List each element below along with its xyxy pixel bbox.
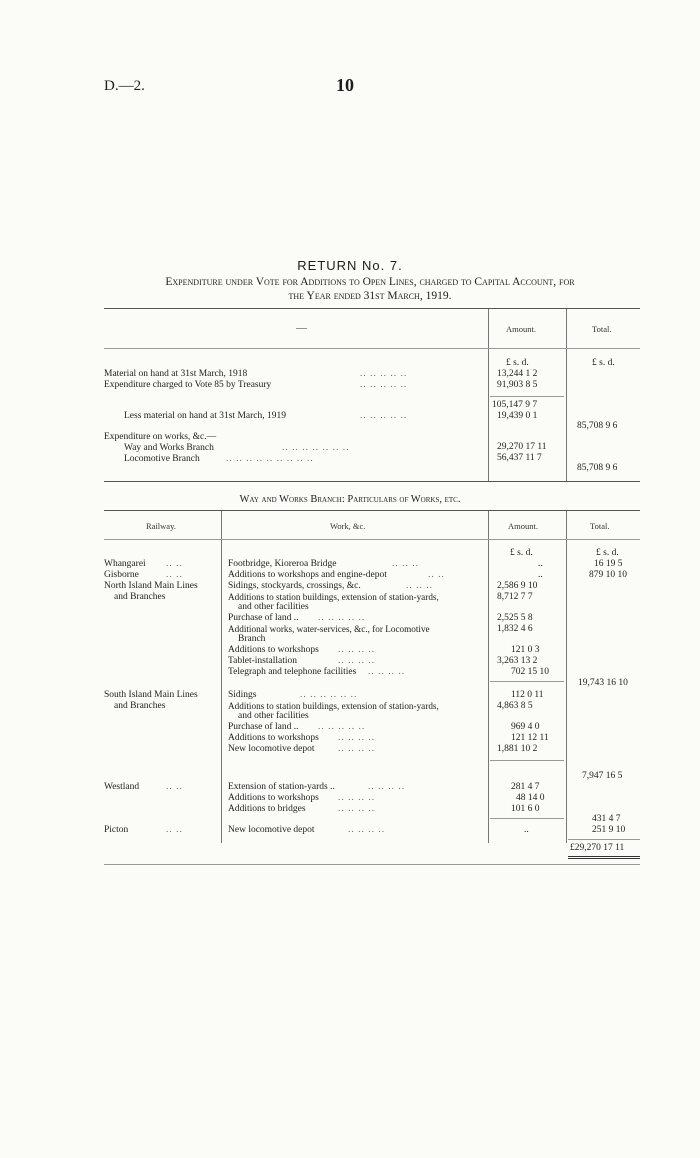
table1-unit-total: £ s. d. [592, 358, 615, 368]
table1-row-amount: 13,244 1 2 [497, 369, 538, 379]
return-subtitle-line1: Expenditure under Vote for Additions to Open Lines, charged to Capital Account, for [165, 276, 575, 288]
table2-col-railway: Railway. [146, 521, 176, 531]
table2-row-work: Sidings [228, 690, 257, 700]
table2-row-work: Sidings, stockyards, crossings, &c. [228, 581, 361, 591]
return-title: RETURN No. 7. [297, 258, 403, 273]
table2-vline-amount [488, 511, 489, 843]
table2-header-rule [104, 539, 640, 540]
return-subtitle-line2: the Year ended 31st March, 1919. [288, 290, 452, 302]
table1-row-amount: 56,437 11 7 [497, 453, 542, 463]
table2-row-railway: and Branches [114, 701, 166, 711]
table2-row-work: Tablet-installation [228, 656, 297, 666]
table2-row-amount: 2,586 9 10 [497, 581, 538, 591]
table2-row-amount: 702 15 10 [511, 667, 549, 677]
table2-row-total: 16 19 5 [594, 559, 623, 569]
table2-row-work: Footbridge, Kioreroa Bridge [228, 559, 337, 569]
table2-row-work: and other facilities [238, 602, 309, 612]
table1-col-dash: — [296, 322, 307, 334]
table1-header-rule [104, 348, 640, 349]
table2-row-total: 431 4 7 [592, 814, 621, 824]
table2-row-amount: 281 4 7 [511, 782, 540, 792]
table2-row-amount: .. [538, 559, 543, 569]
table1-row-label: Expenditure charged to Vote 85 by Treasury [104, 380, 272, 390]
table2-row-amount: 969 4 0 [511, 722, 540, 732]
return-subtitle [100, 275, 640, 303]
table2-unit-total: £ s. d. [596, 548, 619, 558]
table2-row-amount: 1,832 4 6 [497, 624, 533, 634]
table2-unit-amount: £ s. d. [510, 548, 533, 558]
table1-unit-amount: £ s. d. [506, 358, 529, 368]
table2-col-amount: Amount. [508, 521, 538, 531]
table2-row-amount: 121 0 3 [511, 645, 540, 655]
table2-row-railway: North Island Main Lines [104, 581, 198, 591]
table2-row-work: Additions to station buildings, extension of station-yards, [228, 701, 439, 711]
table1-row-amount: 105,147 9 7 [492, 400, 538, 410]
table1-row-amount: 91,903 8 5 [497, 380, 538, 390]
table1-row-total: 85,708 9 6 [577, 421, 618, 431]
table2-row-railway: Westland [104, 782, 140, 792]
table2-row-work: Additions to workshops [228, 733, 319, 743]
table2-row-total: 251 9 10 [592, 825, 626, 835]
table2-vline-work [221, 511, 222, 843]
table2-title: Way and Works Branch: Particulars of Works, etc. [239, 494, 461, 505]
table1-col-amount: Amount. [506, 324, 536, 334]
table2-row-total: 19,743 16 10 [578, 678, 628, 688]
table1-top-rule [104, 308, 640, 309]
table1-row-label: Way and Works Branch [124, 443, 214, 453]
table1-bottom-rule [104, 481, 640, 482]
table2-row-work: Branch [238, 634, 266, 644]
table2-row-work: Additions to station buildings, extension of station-yards, [228, 592, 439, 602]
table1-col-total: Total. [592, 324, 612, 334]
table2-row-work: Additions to workshops and engine-depot [228, 570, 387, 580]
table2-row-railway: Gisborne [104, 570, 139, 580]
table1-row-total: 85,708 9 6 [577, 463, 618, 473]
table2-row-work: Purchase of land .. [228, 722, 299, 732]
table2-row-work: Additions to workshops [228, 793, 319, 803]
table2-col-total: Total. [590, 521, 610, 531]
table1-row-label: Less material on hand at 31st March, 1919 [124, 411, 286, 421]
table2-row-amount: 101 6 0 [511, 804, 540, 814]
table2-row-work: Purchase of land .. [228, 613, 299, 623]
table2-row-amount: 4,863 8 5 [497, 701, 533, 711]
table2-row-total: 879 10 10 [589, 570, 627, 580]
table1-row-label: Material on hand at 31st March, 1918 [104, 369, 248, 379]
table2-row-work: and other facilities [238, 711, 309, 721]
table2-row-work: New locomotive depot [228, 825, 315, 835]
table2-grand-total: £29,270 17 11 [570, 843, 625, 853]
table2-row-amount: 3,263 13 2 [497, 656, 538, 666]
table2-row-railway: and Branches [114, 592, 166, 602]
table2-bottom-rule [104, 864, 640, 865]
table2-row-railway: South Island Main Lines [104, 690, 198, 700]
table2-row-amount: 8,712 7 7 [497, 592, 533, 602]
table2-row-work: Extension of station-yards .. [228, 782, 335, 792]
table2-row-work: New locomotive depot [228, 744, 315, 754]
table1-row-label: Expenditure on works, &c.— [104, 432, 217, 442]
table2-row-amount: 1,881 10 2 [497, 744, 538, 754]
table2-col-work: Work, &c. [330, 521, 366, 531]
table2-row-amount: .. [524, 825, 529, 835]
table2-row-work: Additions to workshops [228, 645, 319, 655]
table2-row-work: Additions to bridges [228, 804, 306, 814]
table2-row-total: 7,947 16 5 [582, 771, 623, 781]
table1-vline-amount [488, 309, 489, 481]
table2-row-amount: 121 12 11 [511, 733, 549, 743]
table2-row-amount: 48 14 0 [516, 793, 545, 803]
page-number: 10 [336, 75, 354, 95]
document-code: D.—2. [104, 78, 145, 94]
table2-row-railway: Picton [104, 825, 129, 835]
table2-row-work: Telegraph and telephone facilities [228, 667, 357, 677]
table2-row-amount: 112 0 11 [511, 690, 544, 700]
table1-row-label: Locomotive Branch [124, 454, 200, 464]
table1-row-amount: 19,439 0 1 [497, 411, 538, 421]
table1-subtotal-rule [490, 396, 564, 397]
table1-vline-total [566, 309, 567, 481]
table2-row-work: Additional works, water-services, &c., for Locomotive [228, 624, 430, 634]
table2-row-amount: 2,525 5 8 [497, 613, 533, 623]
table2-vline-total [566, 511, 567, 843]
table2-row-railway: Whangarei [104, 559, 146, 569]
table2-row-amount: .. [538, 570, 543, 580]
table2-top-rule [104, 510, 640, 511]
table1-row-amount: 29,270 17 11 [497, 442, 547, 452]
